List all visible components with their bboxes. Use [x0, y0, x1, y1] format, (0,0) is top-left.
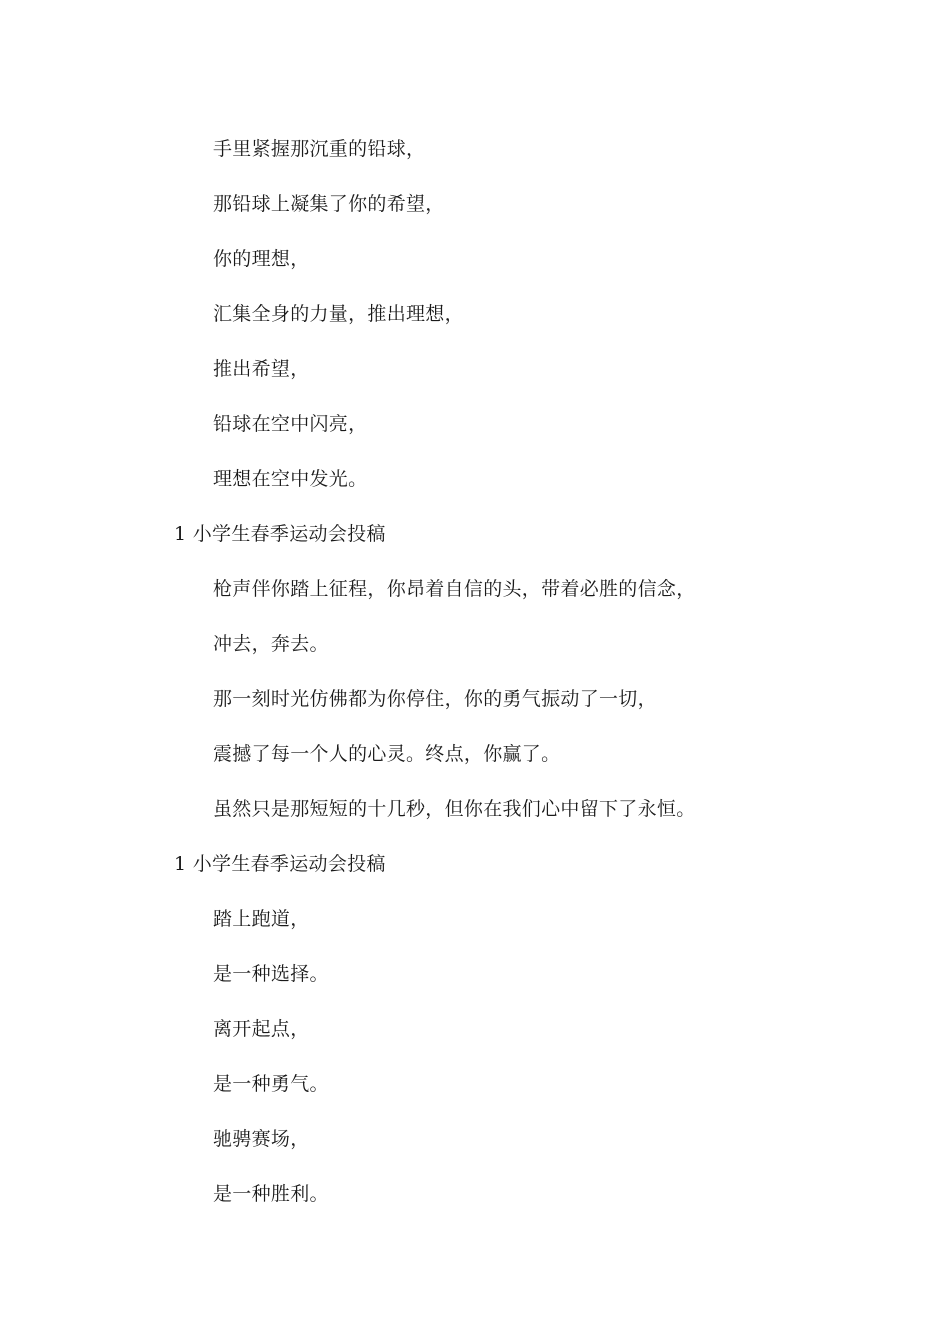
- poem-line: 驰骋赛场，: [213, 1128, 310, 1150]
- poem-line: 虽然只是那短短的十几秒，但你在我们心中留下了永恒。: [213, 798, 696, 820]
- poem-line: 铅球在空中闪亮，: [213, 413, 368, 435]
- poem-line: 离开起点，: [213, 1018, 310, 1040]
- poem-line: 枪声伴你踏上征程，你昂着自信的头，带着必胜的信念，: [213, 578, 696, 600]
- poem-line: 推出希望，: [213, 358, 310, 380]
- poem-line: 震撼了每一个人的心灵。终点，你赢了。: [213, 743, 561, 765]
- poem-line: 汇集全身的力量，推出理想，: [213, 303, 464, 325]
- poem-line: 你的理想，: [213, 248, 310, 270]
- section-heading: 1 小学生春季运动会投稿: [174, 853, 386, 875]
- poem-line: 冲去，奔去。: [213, 633, 329, 655]
- poem-line: 那一刻时光仿佛都为你停住，你的勇气振动了一切，: [213, 688, 657, 710]
- poem-line: 是一种胜利。: [213, 1183, 329, 1205]
- poem-line: 理想在空中发光。: [213, 468, 368, 490]
- poem-line: 是一种选择。: [213, 963, 329, 985]
- poem-line: 踏上跑道，: [213, 908, 310, 930]
- poem-line: 手里紧握那沉重的铅球，: [213, 138, 426, 160]
- poem-line: 那铅球上凝集了你的希望，: [213, 193, 445, 215]
- poem-line: 是一种勇气。: [213, 1073, 329, 1095]
- section-heading: 1 小学生春季运动会投稿: [174, 523, 386, 545]
